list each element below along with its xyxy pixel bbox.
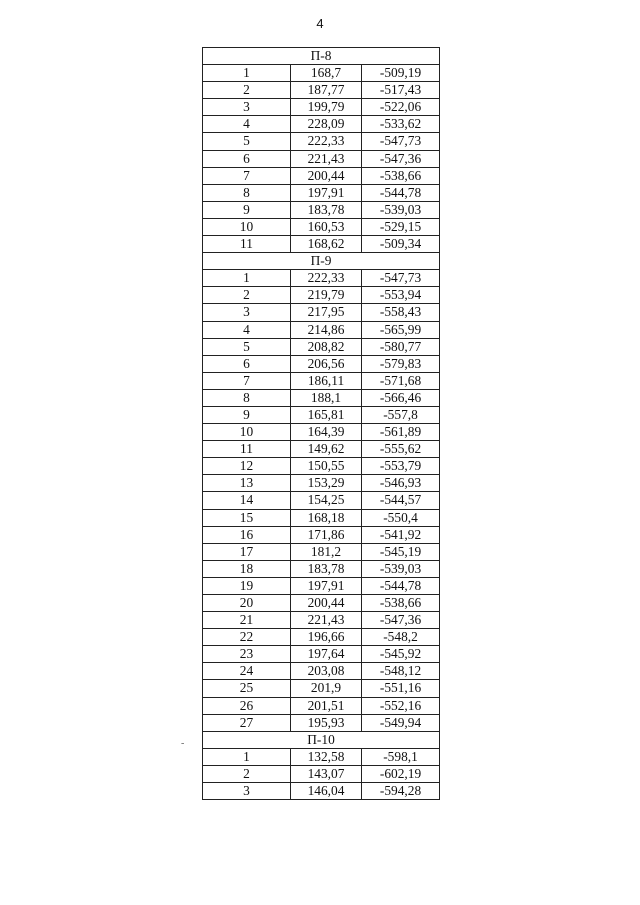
x-coordinate-cell: 186,11: [291, 372, 362, 389]
table-row: [203, 304, 440, 321]
point-number-cell: 15: [203, 509, 291, 526]
y-coordinate-cell: -509,19: [362, 65, 440, 82]
x-coordinate-cell: 228,09: [291, 116, 362, 133]
y-coordinate-cell: -539,03: [362, 201, 440, 218]
table-row: [203, 492, 440, 509]
x-coordinate-cell: 165,81: [291, 406, 362, 423]
table-row: [203, 184, 440, 201]
y-coordinate-cell: -553,94: [362, 287, 440, 304]
x-coordinate-cell: 183,78: [291, 560, 362, 577]
table-row: [203, 99, 440, 116]
table-row: [203, 663, 440, 680]
y-coordinate-cell: -558,43: [362, 304, 440, 321]
x-coordinate-cell: 200,44: [291, 167, 362, 184]
point-number-cell: 19: [203, 577, 291, 594]
table-row: [203, 82, 440, 99]
table-row: [203, 150, 440, 167]
x-coordinate-cell: 168,7: [291, 65, 362, 82]
point-number-cell: 2: [203, 82, 291, 99]
x-coordinate-cell: 181,2: [291, 543, 362, 560]
y-coordinate-cell: -566,46: [362, 389, 440, 406]
y-coordinate-cell: -544,78: [362, 577, 440, 594]
point-number-cell: 25: [203, 680, 291, 697]
table-row: [203, 355, 440, 372]
table-row: [203, 338, 440, 355]
y-coordinate-cell: -548,12: [362, 663, 440, 680]
y-coordinate-cell: -598,1: [362, 748, 440, 765]
table-row: [203, 65, 440, 82]
table-row: [203, 389, 440, 406]
y-coordinate-cell: -549,94: [362, 714, 440, 731]
point-number-cell: 3: [203, 783, 291, 800]
point-number-cell: 9: [203, 201, 291, 218]
point-number-cell: 1: [203, 748, 291, 765]
y-coordinate-cell: -544,78: [362, 184, 440, 201]
x-coordinate-cell: 201,9: [291, 680, 362, 697]
point-number-cell: 6: [203, 355, 291, 372]
x-coordinate-cell: 171,86: [291, 526, 362, 543]
y-coordinate-cell: -561,89: [362, 424, 440, 441]
table-row: [203, 287, 440, 304]
x-coordinate-cell: 221,43: [291, 150, 362, 167]
x-coordinate-cell: 217,95: [291, 304, 362, 321]
table-row: [203, 783, 440, 800]
section-title: П-9: [203, 253, 440, 270]
x-coordinate-cell: 222,33: [291, 270, 362, 287]
y-coordinate-cell: -541,92: [362, 526, 440, 543]
y-coordinate-cell: -538,66: [362, 167, 440, 184]
y-coordinate-cell: -509,34: [362, 236, 440, 253]
section-header-row: [203, 48, 440, 65]
x-coordinate-cell: 188,1: [291, 389, 362, 406]
y-coordinate-cell: -533,62: [362, 116, 440, 133]
x-coordinate-cell: 214,86: [291, 321, 362, 338]
x-coordinate-cell: 149,62: [291, 441, 362, 458]
table-row: [203, 595, 440, 612]
y-coordinate-cell: -544,57: [362, 492, 440, 509]
y-coordinate-cell: -545,19: [362, 543, 440, 560]
point-number-cell: 2: [203, 765, 291, 782]
x-coordinate-cell: 196,66: [291, 629, 362, 646]
point-number-cell: 13: [203, 475, 291, 492]
y-coordinate-cell: -550,4: [362, 509, 440, 526]
y-coordinate-cell: -579,83: [362, 355, 440, 372]
point-number-cell: 8: [203, 389, 291, 406]
point-number-cell: 10: [203, 218, 291, 235]
table-row: [203, 406, 440, 423]
table-row: [203, 236, 440, 253]
x-coordinate-cell: 201,51: [291, 697, 362, 714]
y-coordinate-cell: -545,92: [362, 646, 440, 663]
table-row: [203, 167, 440, 184]
point-number-cell: 3: [203, 304, 291, 321]
point-number-cell: 18: [203, 560, 291, 577]
table-row: [203, 116, 440, 133]
point-number-cell: 22: [203, 629, 291, 646]
y-coordinate-cell: -517,43: [362, 82, 440, 99]
point-number-cell: 24: [203, 663, 291, 680]
y-coordinate-cell: -522,06: [362, 99, 440, 116]
x-coordinate-cell: 219,79: [291, 287, 362, 304]
table-row: [203, 526, 440, 543]
point-number-cell: 14: [203, 492, 291, 509]
point-number-cell: 4: [203, 116, 291, 133]
section-header-row: [203, 731, 440, 748]
point-number-cell: 5: [203, 338, 291, 355]
coordinates-table: [202, 47, 440, 800]
y-coordinate-cell: -552,16: [362, 697, 440, 714]
point-number-cell: 8: [203, 184, 291, 201]
y-coordinate-cell: -594,28: [362, 783, 440, 800]
x-coordinate-cell: 195,93: [291, 714, 362, 731]
section-title: П-10: [203, 731, 440, 748]
table-row: [203, 697, 440, 714]
point-number-cell: 20: [203, 595, 291, 612]
point-number-cell: 16: [203, 526, 291, 543]
table-row: [203, 629, 440, 646]
table-row: [203, 218, 440, 235]
section-header-row: [203, 253, 440, 270]
x-coordinate-cell: 197,64: [291, 646, 362, 663]
x-coordinate-cell: 197,91: [291, 184, 362, 201]
x-coordinate-cell: 222,33: [291, 133, 362, 150]
y-coordinate-cell: -548,2: [362, 629, 440, 646]
x-coordinate-cell: 208,82: [291, 338, 362, 355]
table-row: [203, 441, 440, 458]
y-coordinate-cell: -539,03: [362, 560, 440, 577]
x-coordinate-cell: 197,91: [291, 577, 362, 594]
x-coordinate-cell: 183,78: [291, 201, 362, 218]
coordinates-table-body: [203, 48, 440, 800]
table-row: [203, 577, 440, 594]
point-number-cell: 11: [203, 236, 291, 253]
point-number-cell: 12: [203, 458, 291, 475]
point-number-cell: 5: [203, 133, 291, 150]
table-row: [203, 543, 440, 560]
point-number-cell: 11: [203, 441, 291, 458]
table-row: [203, 372, 440, 389]
x-coordinate-cell: 168,62: [291, 236, 362, 253]
y-coordinate-cell: -557,8: [362, 406, 440, 423]
point-number-cell: 1: [203, 270, 291, 287]
point-number-cell: 17: [203, 543, 291, 560]
x-coordinate-cell: 187,77: [291, 82, 362, 99]
table-row: [203, 646, 440, 663]
point-number-cell: 6: [203, 150, 291, 167]
stray-mark: -: [181, 738, 185, 749]
x-coordinate-cell: 203,08: [291, 663, 362, 680]
point-number-cell: 26: [203, 697, 291, 714]
table-row: [203, 765, 440, 782]
table-row: [203, 612, 440, 629]
table-row: [203, 560, 440, 577]
y-coordinate-cell: -551,16: [362, 680, 440, 697]
y-coordinate-cell: -547,36: [362, 150, 440, 167]
x-coordinate-cell: 200,44: [291, 595, 362, 612]
table-row: [203, 321, 440, 338]
x-coordinate-cell: 206,56: [291, 355, 362, 372]
table-row: [203, 424, 440, 441]
table-row: [203, 133, 440, 150]
point-number-cell: 7: [203, 372, 291, 389]
y-coordinate-cell: -555,62: [362, 441, 440, 458]
table-row: [203, 748, 440, 765]
point-number-cell: 1: [203, 65, 291, 82]
y-coordinate-cell: -580,77: [362, 338, 440, 355]
y-coordinate-cell: -529,15: [362, 218, 440, 235]
y-coordinate-cell: -547,73: [362, 270, 440, 287]
page-number: 4: [316, 16, 324, 31]
section-title: П-8: [203, 48, 440, 65]
point-number-cell: 4: [203, 321, 291, 338]
x-coordinate-cell: 153,29: [291, 475, 362, 492]
table-row: [203, 509, 440, 526]
y-coordinate-cell: -565,99: [362, 321, 440, 338]
table-row: [203, 458, 440, 475]
y-coordinate-cell: -546,93: [362, 475, 440, 492]
x-coordinate-cell: 132,58: [291, 748, 362, 765]
point-number-cell: 10: [203, 424, 291, 441]
point-number-cell: 2: [203, 287, 291, 304]
y-coordinate-cell: -547,73: [362, 133, 440, 150]
point-number-cell: 9: [203, 406, 291, 423]
y-coordinate-cell: -553,79: [362, 458, 440, 475]
point-number-cell: 23: [203, 646, 291, 663]
x-coordinate-cell: 150,55: [291, 458, 362, 475]
x-coordinate-cell: 143,07: [291, 765, 362, 782]
y-coordinate-cell: -602,19: [362, 765, 440, 782]
table-row: [203, 714, 440, 731]
point-number-cell: 21: [203, 612, 291, 629]
table-row: [203, 201, 440, 218]
x-coordinate-cell: 199,79: [291, 99, 362, 116]
point-number-cell: 7: [203, 167, 291, 184]
y-coordinate-cell: -547,36: [362, 612, 440, 629]
x-coordinate-cell: 146,04: [291, 783, 362, 800]
y-coordinate-cell: -571,68: [362, 372, 440, 389]
x-coordinate-cell: 164,39: [291, 424, 362, 441]
table-row: [203, 475, 440, 492]
point-number-cell: 27: [203, 714, 291, 731]
y-coordinate-cell: -538,66: [362, 595, 440, 612]
table-row: [203, 270, 440, 287]
x-coordinate-cell: 221,43: [291, 612, 362, 629]
x-coordinate-cell: 154,25: [291, 492, 362, 509]
x-coordinate-cell: 160,53: [291, 218, 362, 235]
table-row: [203, 680, 440, 697]
x-coordinate-cell: 168,18: [291, 509, 362, 526]
point-number-cell: 3: [203, 99, 291, 116]
